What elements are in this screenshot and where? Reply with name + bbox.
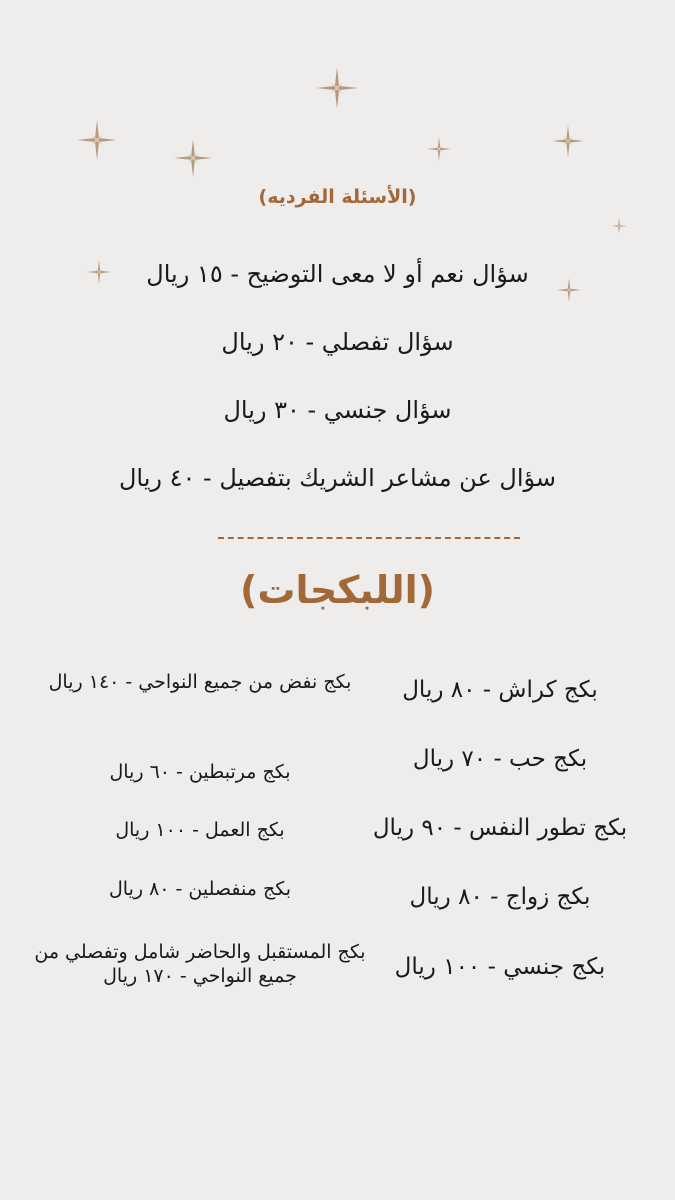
package-item: بكج منفصلين - ٨٠ ريال [108,878,292,900]
sparkle-icon [611,218,627,234]
section-divider [218,537,520,539]
question-item: سؤال نعم أو لا معى التوضيح - ١٥ ريال [146,260,529,288]
sparkle-icon [316,67,358,109]
package-item: بكج مرتبطين - ٦٠ ريال [109,761,291,783]
package-item: بكج كراش - ٨٠ ريال [402,677,598,703]
packages-title: (اللبكجات) [240,568,435,612]
package-item: بكج العمل - ١٠٠ ريال [115,819,285,841]
sparkle-icon [77,120,117,160]
package-item: بكج زواج - ٨٠ ريال [409,884,591,910]
question-item: سؤال جنسي - ٣٠ ريال [223,396,452,424]
package-item: بكج تطور النفس - ٩٠ ريال [372,815,628,841]
package-item: بكج المستقبل والحاضر شامل وتفصلي من جميع النواحي - ١٧٠ ريال [34,941,366,987]
question-item: سؤال تفصلي - ٢٠ ريال [221,328,454,356]
sparkle-icon [174,139,212,177]
question-item: سؤال عن مشاعر الشريك بتفصيل - ٤٠ ريال [118,464,557,492]
individual-questions-title: (الأسئلة الفرديه) [258,186,417,208]
package-item: بكج جنسي - ١٠٠ ريال [394,954,606,980]
package-item: بكج نفض من جميع النواحي - ١٤٠ ريال [48,671,352,693]
package-item: بكج حب - ٧٠ ريال [412,746,588,772]
sparkle-icon [552,125,584,157]
sparkle-icon [427,137,451,161]
